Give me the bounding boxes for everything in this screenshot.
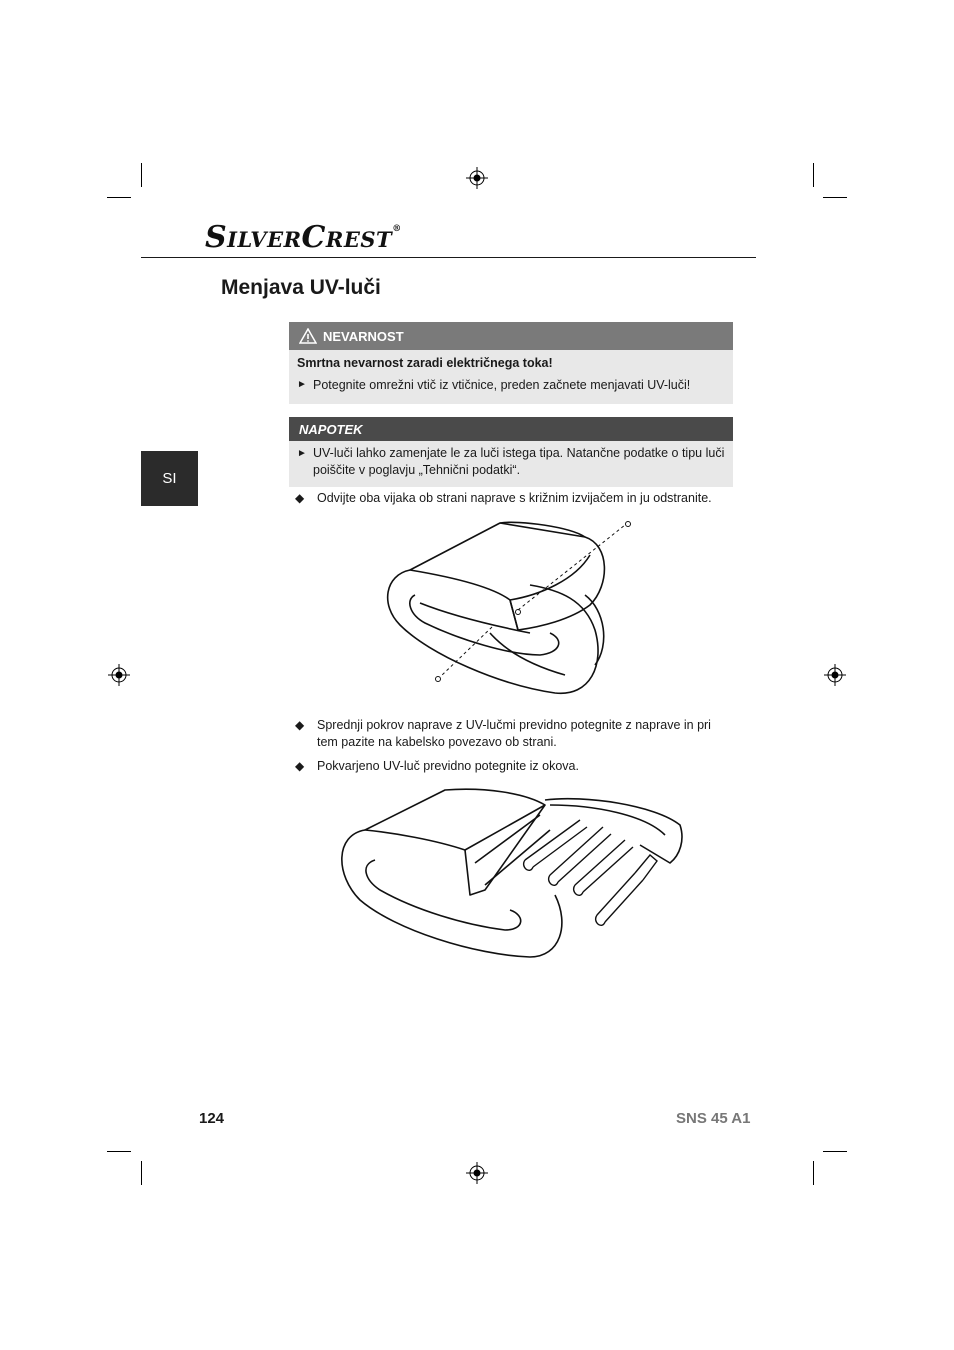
crop-mark (813, 163, 814, 187)
page-number: 124 (199, 1110, 225, 1127)
warning-triangle-icon (299, 328, 317, 344)
note-label: NAPOTEK (299, 421, 363, 437)
danger-box-body (289, 350, 733, 404)
danger-box (289, 322, 733, 404)
device-screws-illustration (380, 515, 640, 700)
step-text: Odvijte oba vijaka ob strani naprave s križnim izvijačem in ju odstranite. (317, 491, 712, 505)
crop-mark (107, 197, 131, 198)
step-text: Pokvarjeno UV-luč previdno potegnite iz okova. (317, 759, 579, 773)
step-text: Sprednji pokrov naprave z UV-lučmi previdno potegnite z naprave in pri tem pazite na kabelsko povezavo ob strani. (317, 718, 711, 749)
device-lamps-illustration (335, 785, 695, 970)
registration-mark-icon (466, 1162, 488, 1184)
crop-mark (107, 1151, 131, 1152)
diamond-bullet-icon: ◆ (295, 718, 305, 732)
page-title: Menjava UV-luči (221, 276, 381, 299)
danger-instruction (297, 376, 725, 394)
danger-instruction-text: Potegnite omrežni vtič iz vtičnice, preden začnete menjavati UV-luči! (313, 378, 691, 392)
registration-mark-icon (466, 167, 488, 189)
danger-box-header (289, 322, 733, 350)
crop-mark (823, 1151, 847, 1152)
crop-mark (141, 163, 142, 187)
note-instruction-text: UV-luči lahko zamenjate le za luči istega tipa. Natančne podatke o tipu luči poiščite v poglavju „Tehnični podatki“. (313, 446, 725, 477)
registration-mark-icon (108, 664, 130, 686)
diamond-bullet-icon: ◆ (295, 759, 305, 773)
danger-subheading: Smrtna nevarnost zaradi električnega toka! (297, 356, 553, 370)
crop-mark (823, 197, 847, 198)
arrow-marker-icon: ► (297, 379, 307, 390)
note-box-header (289, 417, 733, 441)
crop-mark (141, 1161, 142, 1185)
step-item (295, 758, 735, 775)
note-instruction (297, 445, 725, 479)
note-box-body (289, 441, 733, 487)
model-number: SNS 45 A1 (676, 1110, 751, 1127)
arrow-marker-icon: ► (297, 448, 307, 459)
diamond-bullet-icon: ◆ (295, 491, 305, 505)
header-rule (141, 257, 756, 258)
note-box (289, 417, 733, 487)
registration-mark-icon (824, 664, 846, 686)
step-item (295, 717, 735, 751)
language-tab: SI (141, 451, 198, 506)
danger-label: NEVARNOST (323, 328, 404, 344)
brand-logo: SILVERCREST® (205, 220, 402, 255)
crop-mark (813, 1161, 814, 1185)
step-item (295, 490, 735, 507)
